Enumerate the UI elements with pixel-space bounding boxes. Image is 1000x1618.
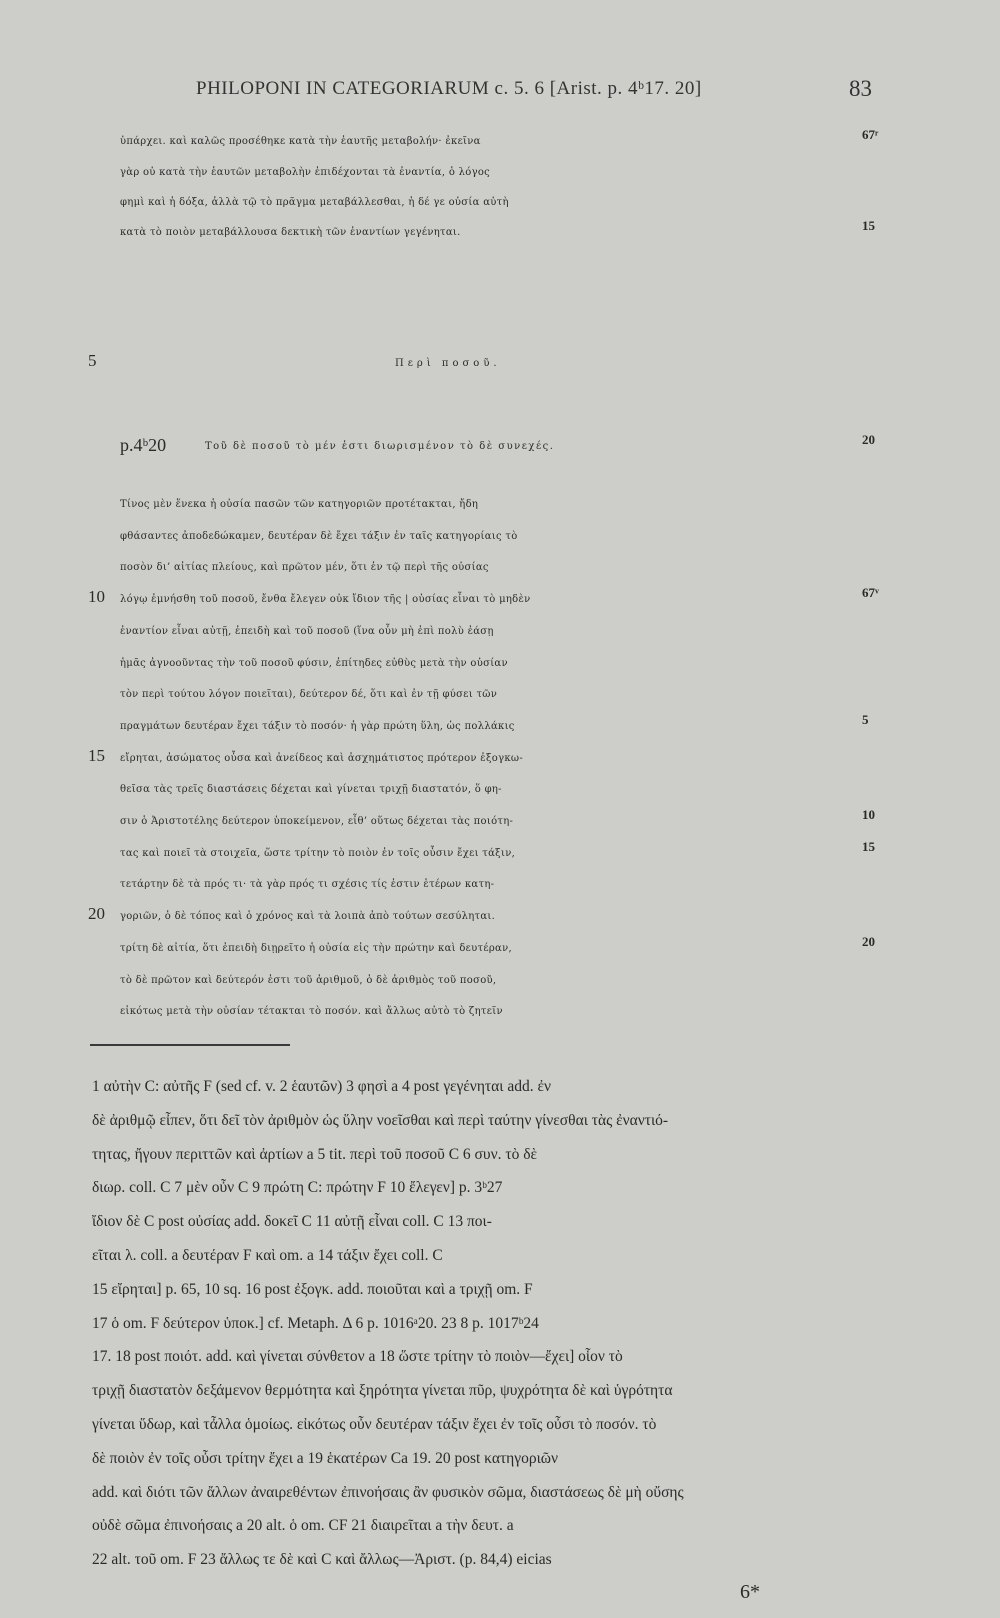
line-number: 5 (88, 351, 97, 370)
line-text: λόγῳ ἐμνήσθη τοῦ ποσοῦ, ἔνθα ἔλεγεν οὐκ ἴδιον τῆς | οὐσίας εἶναι τὸ μηδὲν (120, 594, 531, 606)
line-text: τὸ δὲ πρῶτον καὶ δεύτερόν ἐστι τοῦ ἀριθμοῦ, ὁ δὲ ἀριθμὸς τοῦ ποσοῦ, (120, 974, 497, 986)
margin-reference: 20 (862, 432, 875, 447)
line-text: τρίτη δὲ αἰτία, ὅτι ἐπειδὴ διῃρεῖτο ἡ οὐσία εἰς τὴν πρώτην καὶ δευτέραν, (120, 942, 512, 954)
margin-reference: 67ʳ (862, 127, 879, 142)
line-text: ἐναντίον εἶναι αὐτῇ, ἐπειδὴ καὶ τοῦ ποσοῦ (ἵνα οὖν μὴ ἐπὶ πολὺ ἐάσῃ (120, 625, 494, 637)
footnote-text: 22 alt. τοῦ om. F 23 ἄλλως τε δὲ καὶ C καὶ ἄλλως—Ἀριστ. (p. 84,4) eicias (92, 1551, 552, 1569)
footnote-line (0, 1142, 1000, 1170)
footnote-line (0, 1513, 1000, 1541)
footnote-text: ἴδιον δὲ C post οὐσίας add. δοκεῖ C 11 αὐτῇ εἶναι coll. C 13 ποι- (92, 1213, 492, 1231)
line-text: τας καὶ ποιεῖ τὰ στοιχεῖα, ὥστε τρίτην τὸ ποιὸν ἐν τοῖς οὖσιν ἔχει τάξιν, (120, 847, 516, 859)
footnote-text: εῖται λ. coll. a δευτέραν F καὶ om. a 14 τάξιν ἔχει coll. C (92, 1247, 443, 1264)
footnote-text: 15 εἴρηται] p. 65, 10 sq. 16 post ἐξογκ. add. ποιοῦται καὶ a τριχῇ om. F (92, 1280, 533, 1298)
section-heading (0, 349, 1000, 389)
page-number: 83 (849, 76, 872, 101)
line-text: κατὰ τὸ ποιὸν μεταβάλλουσα δεκτικὴ τῶν ἐναντίων γεγένηται. (120, 227, 461, 238)
line-number: 10 (88, 587, 105, 607)
line-text: γοριῶν, ὁ δὲ τόπος καὶ ὁ χρόνος καὶ τὰ λοιπὰ ἀπὸ τούτων σεσύληται. (120, 911, 496, 923)
footnote-rule (90, 1044, 290, 1046)
margin-reference: 10 (862, 807, 875, 822)
line-text: τὸν περὶ τούτου λόγον ποιεῖται), δεύτερον δέ, ὅτι καὶ ἐν τῇ φύσει τῶν (120, 689, 498, 701)
line-text: φημὶ καὶ ἡ δόξα, ἀλλὰ τῷ τὸ πρᾶγμα μεταβάλλεσθαι, ἡ δέ γε οὐσία αὐτὴ (120, 197, 509, 208)
footnote-line (0, 1311, 1000, 1339)
line-text: εἴρηται, ἀσώματος οὖσα καὶ ἀνείδεος καὶ ἀσχημάτιστος πρότερον ἐξογκω- (120, 752, 524, 764)
margin-reference: 15 (862, 838, 875, 854)
line-text: πραγμάτων δευτέραν ἔχει τάξιν τὸ ποσόν· ἡ γὰρ πρώτη ὕλη, ὡς πολλάκις (120, 720, 515, 732)
line-text: Περὶ ποσοῦ. (395, 358, 501, 369)
footnote-line (0, 1480, 1000, 1508)
line-text: φθάσαντες ἀποδεδώκαμεν, δευτέραν δὲ ἔχει τάξιν ἐν ταῖς κατηγορίαις τὸ (120, 530, 518, 542)
running-title: PHILOPONI IN CATEGORIARUM c. 5. 6 [Arist. p. 4ᵇ17. 20] (196, 78, 702, 99)
footnote-line (0, 1243, 1000, 1271)
line-text: εἰκότως μετὰ τὴν οὐσίαν τέτακται τὸ ποσόν. καὶ ἄλλως αὐτὸ τὸ ζητεῖν (120, 1006, 503, 1018)
line-text: ἡμᾶς ἀγνοοῦντας τὴν τοῦ ποσοῦ φύσιν, ἐπίτηδες εὐθὺς μετὰ τὴν οὐσίαν (120, 657, 508, 669)
line-number: 15 (88, 745, 105, 765)
footnote-text: 17 ὁ om. F δεύτερον ὑποκ.] cf. Metaph. Δ 6 p. 1016ᵃ20. 23 8 p. 1017ᵇ24 (92, 1314, 539, 1332)
line-text: ὑπάρχει. καὶ καλῶς προσέθηκε κατὰ τὴν ἑαυτῆς μεταβολήν· ἐκεῖνα (120, 136, 481, 147)
line-text: Τίνος μὲν ἕνεκα ἡ οὐσία πασῶν τῶν κατηγοριῶν προτέτακται, ἤδη (120, 499, 479, 510)
footnote-text: διωρ. coll. C 7 μὲν οὖν C 9 πρώτη C: πρώτην F 10 ἔλεγεν] p. 3ᵇ27 (92, 1179, 503, 1197)
running-header (0, 74, 1000, 114)
footnote-line (0, 1277, 1000, 1305)
footnote-text: δὲ ἀριθμῷ εἶπεν, ὅτι δεῖ τὸν ἀριθμὸν ὡς ὕλην νοεῖσθαι καὶ περὶ ταύτην γίνεσθαι τὰς ἐναντιό- (92, 1111, 669, 1129)
signature-mark: 6* (740, 1581, 760, 1603)
margin-reference: 67ᵛ (862, 585, 879, 601)
line-text: σιν ὁ Ἀριστοτέλης δεύτερον ὑποκείμενον, εἶθ’ οὕτως δέχεται τὰς ποιότη- (120, 816, 514, 827)
margin-reference: 15 (862, 218, 875, 233)
footnote-text: 17. 18 post ποιότ. add. καὶ γίνεται σύνθετον a 18 ὥστε τρίτην τὸ ποιὸν—ἔχει] οἷον τὸ (92, 1348, 623, 1366)
footnote-line (0, 1074, 1000, 1102)
margin-reference: 20 (862, 933, 875, 949)
text-line (0, 997, 1000, 1037)
footnote-text: οὐδὲ σῶμα ἐπινοήσαις a 20 alt. ὁ om. CF 21 διαιρεῖται a τὴν δευτ. a (92, 1517, 514, 1535)
text-line (0, 218, 1000, 258)
bekker-reference: p.4ᵇ20 (120, 435, 167, 455)
footnote-text: 1 αὐτὴν C: αὐτῆς F (sed cf. v. 2 ἑαυτῶν) 3 φησὶ a 4 post γεγένηται add. ἐν (92, 1078, 551, 1095)
margin-reference: 5 (862, 711, 869, 727)
footnote-line (0, 1547, 1000, 1575)
footnote-text: γίνεται ὕδωρ, καὶ τἆλλα ὁμοίως. εἰκότως οὖν δευτέραν τάξιν ἔχει ἐν τοῖς οὖσι τὸ ποσόν. τὸ (92, 1416, 657, 1433)
footnote-line (0, 1209, 1000, 1237)
footnote-text: add. καὶ διότι τῶν ἄλλων ἀναιρεθέντων ἐπινοήσαις ἂν φυσικὸν σῶμα, διαστάσεως δὲ μὴ οὔσης (92, 1483, 684, 1501)
footnote-text: δὲ ποιὸν ἐν τοῖς οὖσι τρίτην ἔχει a 19 ἑκατέρων Ca 19. 20 post κατηγοριῶν (92, 1449, 559, 1467)
footnote-line (0, 1412, 1000, 1440)
line-text: γὰρ οὐ κατὰ τὴν ἑαυτῶν μεταβολὴν ἐπιδέχονται τὰ ἐναντία, ὁ λόγος (120, 167, 491, 178)
line-text: ποσὸν δι’ αἰτίας πλείους, καὶ πρῶτον μέν, ὅτι ἐν τῷ περὶ τῆς οὐσίας (120, 562, 489, 574)
lemma-line (0, 432, 1000, 472)
line-text: θεῖσα τὰς τρεῖς διαστάσεις δέχεται καὶ γίνεται τριχῇ διαστατόν, ὅ φη- (120, 784, 502, 796)
footnote-line (0, 1175, 1000, 1203)
footnote-line (0, 1344, 1000, 1372)
footnote-line (0, 1446, 1000, 1474)
lemma-text: Τοῦ δὲ ποσοῦ τὸ μέν ἐστι διωρισμένον τὸ δὲ συνεχές. (205, 441, 555, 452)
footnote-line (0, 1378, 1000, 1406)
footnote-text: τητας, ἤγουν περιττῶν καὶ ἀρτίων a 5 tit. περὶ τοῦ ποσοῦ C 6 συν. τὸ δὲ (92, 1145, 538, 1163)
footnote-text: τριχῇ διαστατὸν δεξάμενον θερμότητα καὶ ξηρότητα γίνεται πῦρ, ψυχρότητα δὲ καὶ ὑγρότητα (92, 1382, 673, 1400)
line-number: 20 (88, 904, 105, 924)
footnote-line (0, 1108, 1000, 1136)
line-text: τετάρτην δὲ τὰ πρός τι· τὰ γὰρ πρός τι σχέσις τίς ἐστιν ἑτέρων κατη- (120, 879, 495, 891)
